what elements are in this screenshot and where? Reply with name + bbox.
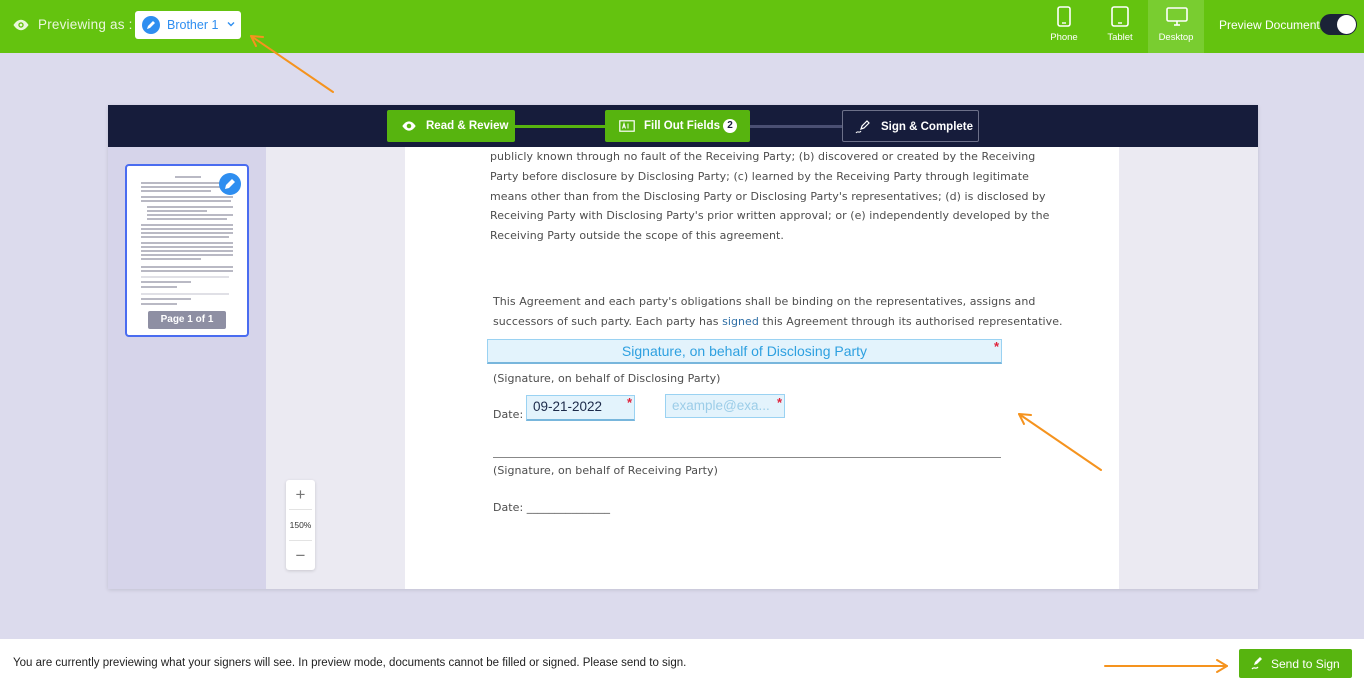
page-thumbnail-sidebar bbox=[108, 147, 266, 589]
phone-icon bbox=[1054, 6, 1074, 28]
chevron-down-icon bbox=[226, 19, 236, 29]
step-sign-complete[interactable] bbox=[842, 110, 979, 142]
page-indicator: Page 1 of 1 bbox=[148, 311, 226, 329]
date-label: Date: bbox=[493, 408, 524, 421]
document-page bbox=[405, 147, 1119, 589]
document-paragraph bbox=[493, 292, 1063, 332]
device-label: Tablet bbox=[1107, 32, 1133, 43]
preview-mode-message: You are currently previewing what your signers will see. In preview mode, documents cannot be filled or signed. Please send to sign. bbox=[13, 657, 687, 669]
device-label: Phone bbox=[1050, 32, 1078, 43]
text-line: successors of such party. Each party has signed this Agreement through its authorised representative. bbox=[493, 314, 1063, 328]
desktop-icon bbox=[1166, 6, 1188, 28]
pen-icon bbox=[142, 16, 160, 34]
fields-count-badge: 2 bbox=[723, 119, 737, 133]
document-paragraph bbox=[490, 147, 1049, 246]
receiving-signature-line bbox=[493, 457, 1001, 458]
text-line: This Agreement and each party's obligations shall be binding on the representatives, assigns and bbox=[493, 295, 1036, 308]
step-label: Fill Out Fields bbox=[644, 120, 721, 132]
device-label: Desktop bbox=[1158, 32, 1194, 43]
send-sign-icon bbox=[1251, 656, 1265, 670]
zoom-controls bbox=[286, 480, 315, 570]
email-field[interactable]: example@exa... bbox=[665, 394, 785, 418]
step-progress-bar bbox=[108, 105, 1258, 147]
step-label: Sign & Complete bbox=[881, 121, 974, 133]
zoom-out-button[interactable]: − bbox=[295, 546, 306, 565]
top-bar bbox=[0, 0, 1364, 53]
send-to-sign-button[interactable] bbox=[1239, 649, 1352, 678]
pen-icon bbox=[219, 173, 241, 195]
zoom-level: 150% bbox=[289, 520, 312, 530]
zoom-in-button[interactable]: + bbox=[295, 485, 306, 504]
text-line: publicly known through no fault of the Receiving Party; (b) discovered or created by the Receiving bbox=[490, 150, 1036, 163]
signer-name: Brother 1 bbox=[167, 18, 219, 32]
signature-field-disclosing-party[interactable]: Signature, on behalf of Disclosing Party bbox=[487, 339, 1002, 364]
device-phone-button[interactable] bbox=[1036, 0, 1092, 53]
step-label: Read & Review bbox=[426, 120, 509, 132]
send-to-sign-label: Send to Sign bbox=[1271, 657, 1340, 671]
date-field[interactable]: 09-21-2022 bbox=[526, 395, 635, 421]
signer-select-dropdown[interactable] bbox=[135, 11, 241, 39]
text-field-icon bbox=[619, 120, 635, 132]
previewing-as-label: Previewing as : bbox=[38, 17, 133, 32]
step-read-review[interactable] bbox=[387, 110, 515, 142]
preview-document-toggle[interactable] bbox=[1320, 14, 1357, 35]
signed-link: signed bbox=[722, 314, 759, 328]
device-desktop-button[interactable] bbox=[1148, 0, 1204, 53]
required-asterisk: * bbox=[777, 395, 783, 410]
page-thumbnail[interactable] bbox=[125, 164, 249, 337]
signature-pen-icon bbox=[855, 119, 871, 135]
text-line: Party before disclosure by Disclosing Party; (c) learned by the Receiving Party through legitimate bbox=[490, 169, 1029, 183]
disclosing-caption: (Signature, on behalf of Disclosing Party) bbox=[493, 372, 721, 385]
required-asterisk: * bbox=[627, 395, 633, 410]
text-line: Receiving Party with Disclosing Party's prior written approval; or (e) independently developed by the bbox=[490, 209, 1050, 223]
text-line: means other than from the Disclosing Party or Disclosing Party's representatives; (d) is disclosed by bbox=[490, 189, 1046, 203]
required-asterisk: * bbox=[994, 339, 1000, 354]
date-line: Date: _______________ bbox=[493, 501, 611, 514]
eye-icon bbox=[12, 16, 30, 34]
preview-document-label: Preview Document bbox=[1219, 18, 1320, 32]
preview-footer bbox=[0, 639, 1364, 685]
document-viewer bbox=[108, 105, 1258, 589]
text-line: Receiving Party outside the scope of this agreement. bbox=[490, 229, 784, 243]
step-fill-out-fields[interactable] bbox=[605, 110, 750, 142]
eye-icon bbox=[401, 119, 417, 133]
tablet-icon bbox=[1110, 6, 1130, 28]
receiving-caption: (Signature, on behalf of Receiving Party) bbox=[493, 464, 718, 477]
device-tablet-button[interactable] bbox=[1092, 0, 1148, 53]
